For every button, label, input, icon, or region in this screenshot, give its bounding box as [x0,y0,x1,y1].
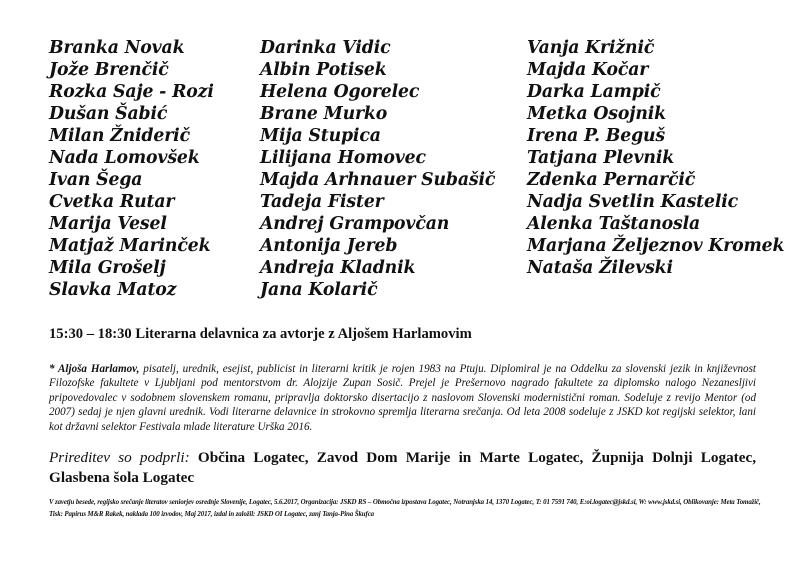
participant-name: Darinka Vidic [260,38,391,58]
supporters-label: Prireditev so podprli: [49,449,190,466]
participant-name: Jože Brenčič [49,60,169,80]
participant-name: Lilijana Homovec [260,148,426,168]
colophon: V zavetju besede, regijsko srečanje literatov seniorjev osrednje Slovenije, Logatec, 5.6.2017, Organizacija: JSKD RS – Območna izpostava Logatec, Notranjska 14, 1370 Logatec, T: 01 7591 740, E:oi.logatec@jskd.si, W: www.jskd.si, Oblikovanje: Meta Tomažič, Tisk: Papirus M&R Rakek, naklada 100 izvodov, Maj 2017, izdal in založil: JSKD OI Logatec, zanj Tanja-Pina Škufca [49,499,761,518]
participant-name: Nadja Svetlin Kastelic [527,192,739,212]
author-bio [49,362,756,434]
participant-name: Tatjana Plevnik [527,148,675,168]
participant-name: Slavka Matoz [49,280,177,300]
participant-name: Andrej Grampovčan [260,214,450,234]
participant-name: Mija Stupica [260,126,381,146]
bio-author-name: * Aljoša Harlamov, [49,363,140,375]
participant-name: Helena Ogorelec [260,82,420,102]
participant-name: Darka Lampič [527,82,661,102]
participant-name: Matjaž Marinček [49,236,211,256]
participant-name: Mila Grošelj [49,258,166,278]
participant-name: Majda Arhnauer Subašič [260,170,496,190]
supporters [49,448,756,488]
participant-name: Metka Osojnik [527,104,667,124]
workshop-line: 15:30 – 18:30 Literarna delavnica za avtorje z Aljošem Harlamovim [49,326,472,342]
participant-name: Nada Lomovšek [49,148,200,168]
names-column-3 [527,37,784,279]
participant-name: Majda Kočar [527,60,649,80]
participant-name: Brane Murko [260,104,388,124]
participant-name: Rozka Saje - Rozi [49,82,214,102]
participant-name: Ivan Šega [49,170,143,190]
names-column-2 [260,37,495,301]
participant-name: Vanja Križnič [527,38,655,58]
participant-name: Jana Kolarič [260,280,378,300]
supporters-list: Občina Logatec, Zavod Dom Marije in Marte Logatec, Župnija Dolnji Logatec, Glasbena šola Logatec [49,449,757,486]
participant-name: Branka Novak [49,38,185,58]
participant-name: Milan Žniderič [49,126,190,146]
participant-name: Alenka Taštanosla [527,214,701,234]
names-column-1 [49,37,214,301]
participant-name: Irena P. Beguš [527,126,666,146]
participant-name: Antonija Jereb [260,236,398,256]
participant-name: Tadeja Fister [260,192,384,212]
participant-name: Andreja Kladnik [260,258,416,278]
bio-text: pisatelj, urednik, esejist, publicist in literarni kritik je rojen 1983 na Ptuju. Diplomiral je na Oddelku za slovenski jezik in književnost Filozofske fakultete v Ljubljani pod mentorstvom dr. Alojzije Zupan Sosič. Prejel je Prešernovo nagrado fakultete za diplomsko nalogo Nezanesljivi pripovedovalec v sodobnem slovenskem romanu, pripravlja doktorsko disertacijo z naslovom Slovenski modernistični roman. Sodeluje z revijo Mentor (od 2007) sedaj je njen glavni urednik. Vodi literarne delavnice in strokovno spremlja literarna srečanja. Od leta 2008 sodeluje z JSKD kot regijski selektor, lani kot državni selektor Festivala mlade literature Urška 2016. [49,363,756,433]
participant-name: Albin Potisek [260,60,387,80]
participant-name: Marjana Željeznov Kromek [527,236,785,256]
participant-name: Dušan Šabić [49,104,168,124]
participant-name: Nataša Žilevski [527,258,673,278]
participant-name: Cvetka Rutar [49,192,175,212]
participant-name: Marija Vesel [49,214,167,234]
participant-name: Zdenka Pernarčič [527,170,696,190]
participant-names [0,37,800,307]
